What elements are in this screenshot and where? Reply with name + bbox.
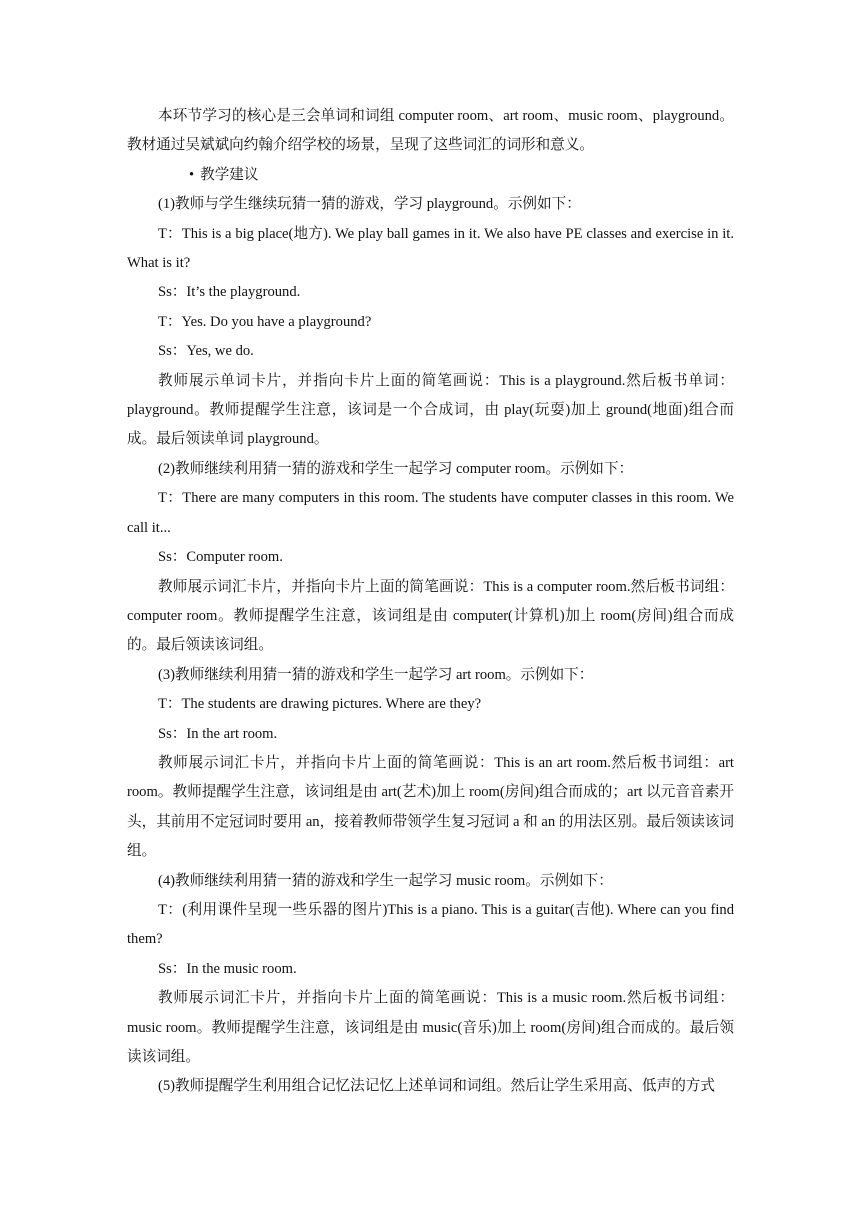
section-heading-text: 教学建议: [200, 166, 259, 183]
dialogue-line: T：Yes. Do you have a playground?: [158, 313, 372, 330]
step-5-paragraph: (5)教师提醒学生利用组合记忆法记忆上述单词和词组。然后让学生采用高、低声的方式: [158, 1078, 715, 1095]
dialogue-line: T：(利用课件呈现一些乐器的图片)This is a piano. This is a guitar(吉他). Where can you find them?: [127, 901, 734, 948]
explanation-paragraph: 教师展示词汇卡片，并指向卡片上面的简笔画说：This is a music room.然后板书词组：music room。教师提醒学生注意，该词组是由 music(音乐)加上 room(房间)组合而成的。最后领读该词组。: [127, 990, 734, 1065]
explanation-paragraph: 教师展示词汇卡片，并指向卡片上面的简笔画说：This is a computer room.然后板书词组：computer room。教师提醒学生注意，该词组是由 computer(计算机)加上 room(房间)组合而成的。最后领读该词组。: [127, 578, 734, 654]
dialogue-line: Ss：Computer room.: [158, 549, 283, 566]
step-1-paragraph: (1)教师与学生继续玩猜一猜的游戏，学习 playground。示例如下：: [158, 196, 581, 213]
dialogue-line: Ss：Yes, we do.: [158, 343, 254, 360]
dialogue-line: T：There are many computers in this room. The students have computer classes in this room. We call it...: [127, 490, 734, 536]
dialogue-line: T：This is a big place(地方). We play ball games in it. We also have PE classes and exercise in it. What is it?: [127, 225, 734, 272]
step-4-paragraph: (4)教师继续利用猜一猜的游戏和学生一起学习 music room。示例如下：: [158, 872, 613, 889]
step-3-paragraph: (3)教师继续利用猜一猜的游戏和学生一起学习 art room。示例如下：: [158, 666, 594, 683]
document-body: [127, 102, 734, 1102]
bullet-icon: •: [189, 166, 195, 183]
dialogue-line: Ss：In the art room.: [158, 725, 278, 742]
dialogue-line: Ss：In the music room.: [158, 960, 297, 977]
step-2-paragraph: (2)教师继续利用猜一猜的游戏和学生一起学习 computer room。示例如下：: [158, 460, 634, 477]
dialogue-line: T：The students are drawing pictures. Where are they?: [158, 696, 482, 713]
section-heading: [127, 161, 734, 190]
intro-paragraph: 本环节学习的核心是三会单词和词组 computer room、art room、music room、playground。教材通过吴斌斌向约翰介绍学校的场景，呈现了这些词汇的词形和意义。: [127, 108, 734, 154]
explanation-paragraph: 教师展示词汇卡片，并指向卡片上面的简笔画说：This is an art room.然后板书词组：art room。教师提醒学生注意，该词组是由 art(艺术)加上 room(房间)组合而成的；art 以元音音素开头，其前用不定冠词时要用 an，接着教师带领学生复习冠词 a 和 an 的用法区别。最后领读该词组。: [127, 754, 734, 860]
dialogue-line: Ss：It’s the playground.: [158, 284, 301, 301]
explanation-paragraph: 教师展示单词卡片，并指向卡片上面的简笔画说：This is a playground.然后板书单词：playground。教师提醒学生注意，该词是一个合成词，由 play(玩耍)加上 ground(地面)组合而成。最后领读单词 playground。: [127, 372, 734, 448]
